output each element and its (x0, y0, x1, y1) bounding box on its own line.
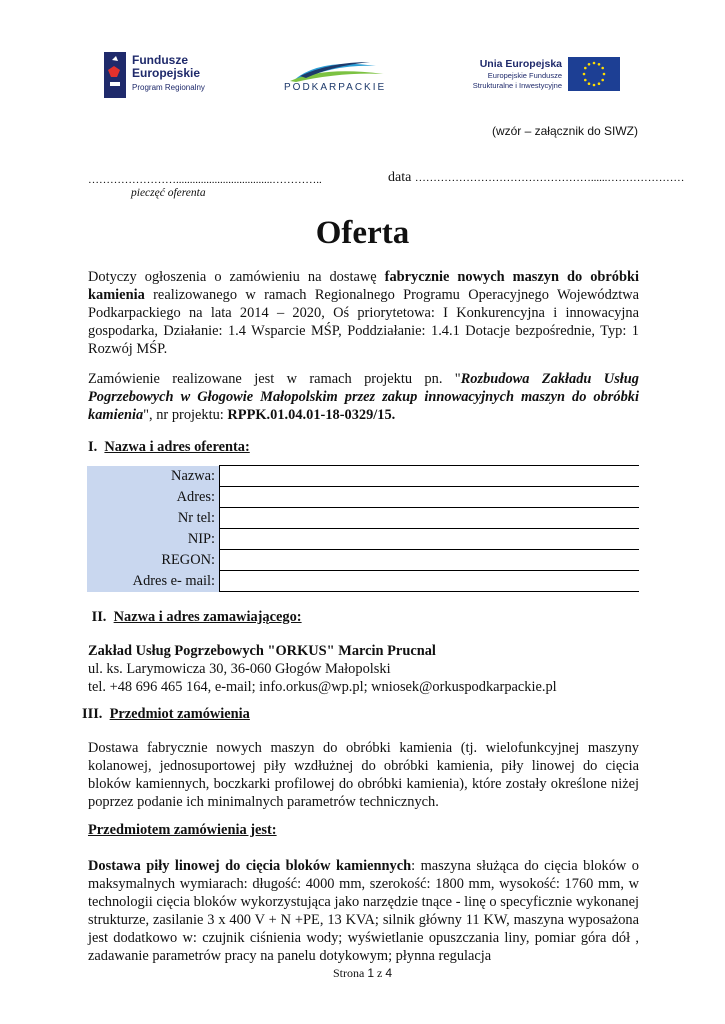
footer-page-number: 1 (367, 966, 374, 980)
section-3-title: Przedmiot zamówienia (109, 706, 250, 722)
form-row (87, 487, 639, 508)
item-description: : maszyna służąca do cięcia bloków o maksymalnych wymiarach: długość: 4000 mm, szerokość: 1800 mm, wysokość: 1760 mm, w technologii cięcia bloków wykorzystująca jako narzędzie tnące - linę o specyficznie wykonanej strukturze, zasilanie 3 x 400 V + N +PE, 13 KVA; silnik główny 11 KW, maszyna wyposażona jest dodatkowo w: czujnik ciśnienia wody; wyświetlanie opuszczania liny, pomiar góra dół , zadawanie parametrów pracy na panelu dotykowym; płynna regulacja (88, 858, 639, 964)
date-field (388, 170, 684, 186)
p1-text-b: realizowanego w ramach Regionalnego Programu Operacyjnego Województwa Podkarpackiego na lata 2014 – 2020, Oś priorytetowa: I Konkurencyjna i innowacyjna gospodarka, Działanie: 1.4 Wsparcie MŚP, Poddziałanie: 1.4.1 Dotacje bezpośrednie, Typ: 1 Rozwój MŚP. (88, 287, 639, 357)
item-title: Dostawa piły linowej do cięcia bloków kamiennych (88, 858, 412, 874)
fundusze-europejskie-logo (104, 52, 224, 102)
footer-page-total: 4 (385, 966, 393, 980)
podkarpackie-hills-icon (280, 56, 390, 82)
form-row (87, 508, 639, 529)
intro-paragraph-1 (88, 268, 639, 358)
contracting-party-name: Zakład Usług Pogrzebowych "ORKUS" Marcin Prucnal (88, 643, 436, 659)
fe-line1: Fundusze (132, 53, 188, 67)
contracting-party-address: ul. ks. Larymowicza 30, 36-060 Głogów Małopolski (88, 661, 391, 677)
stamp-placeholder-dots: ……………………...................................………….. (88, 174, 322, 186)
form-row (87, 571, 639, 592)
intro-paragraph-2 (88, 370, 639, 424)
form-row (87, 550, 639, 571)
field-input-regon[interactable] (220, 550, 640, 571)
p1-bold: fabrycznie nowych maszyn do obróbki kamienia (88, 269, 639, 303)
subject-subheading: Przedmiotem zamówienia jest: (88, 822, 277, 838)
date-dots: …………………………………………......………………… (414, 172, 685, 184)
fe-line2: Europejskie (132, 66, 201, 80)
field-label: Nazwa: (87, 466, 220, 487)
podkarpackie-logo (280, 56, 400, 100)
field-label: REGON: (87, 550, 220, 571)
ue-line3: Strukturalne i Inwestycyjne (472, 81, 562, 90)
section-1-num: I. (88, 439, 98, 455)
field-input-email[interactable] (220, 571, 640, 592)
offeror-form (87, 465, 639, 592)
ue-line1: Unia Europejska (479, 58, 562, 70)
unia-europejska-logo (468, 56, 628, 96)
contracting-party (88, 642, 557, 696)
section-1-title: Nazwa i adres oferenta: (104, 439, 250, 455)
template-note: (wzór – załącznik do SIWZ) (491, 124, 638, 138)
contracting-party-contact: tel. +48 696 465 164, e-mail; info.orkus@wp.pl; wniosek@orkuspodkarpackie.pl (88, 679, 557, 695)
footer-prefix: Strona (332, 966, 368, 980)
eu-flag-icon (568, 57, 620, 91)
footer-separator: z (374, 966, 386, 980)
field-input-nazwa[interactable] (220, 466, 640, 487)
stamp-label: pieczęć oferenta (131, 187, 206, 199)
field-input-nip[interactable] (220, 529, 640, 550)
form-row (87, 529, 639, 550)
section-2-num: II. (91, 609, 107, 625)
field-label: NIP: (87, 529, 220, 550)
section-3-heading (82, 706, 250, 723)
podkarpackie-text: PODKARPACKIE (284, 82, 387, 93)
field-label: Adres e- mail: (87, 571, 220, 592)
section-1-heading (88, 439, 250, 456)
p1-text-a: Dotyczy ogłoszenia o zamówieniu na dostawę (88, 269, 385, 285)
section-3-num: III. (82, 706, 103, 722)
field-label: Nr tel: (87, 508, 220, 529)
fe-star-icon (104, 52, 130, 98)
page-footer (0, 966, 725, 981)
item-paragraph (88, 857, 639, 965)
field-label: Adres: (87, 487, 220, 508)
p2-text-a: Zamówienie realizowane jest w ramach projektu pn. " (88, 371, 461, 387)
section-2-title: Nazwa i adres zamawiającego: (113, 609, 302, 625)
subject-paragraph: Dostawa fabrycznie nowych maszyn do obróbki kamienia (tj. wielofunkcyjnej maszyny kolanowej, jednosuportowej piły wzdłużnej do obróbki kamienia, piły linowej do cięcia bloków kamiennych, boczkarki profilowej do obróbki kamienia), które zostały określone niżej poprzez podanie ich minimalnych parametrów technicznych. (88, 740, 639, 810)
p2-project-number: RPPK.01.04.01-18-0329/15. (227, 407, 396, 423)
page-title: Oferta (315, 215, 410, 251)
p2-text-b: ", nr projektu: (143, 407, 228, 423)
p2-project-name: Rozbudowa Zakładu Usług Pogrzebowych w Głogowie Małopolskim przez zakup innowacyjnych maszyn do obróbki kamienia (88, 371, 639, 423)
section-2-heading (88, 609, 302, 626)
field-input-adres[interactable] (220, 487, 640, 508)
date-label: data (388, 170, 412, 185)
form-row (87, 466, 639, 487)
ue-line2: Europejskie Fundusze (487, 71, 562, 80)
fe-line3: Program Regionalny (132, 83, 205, 92)
field-input-tel[interactable] (220, 508, 640, 529)
